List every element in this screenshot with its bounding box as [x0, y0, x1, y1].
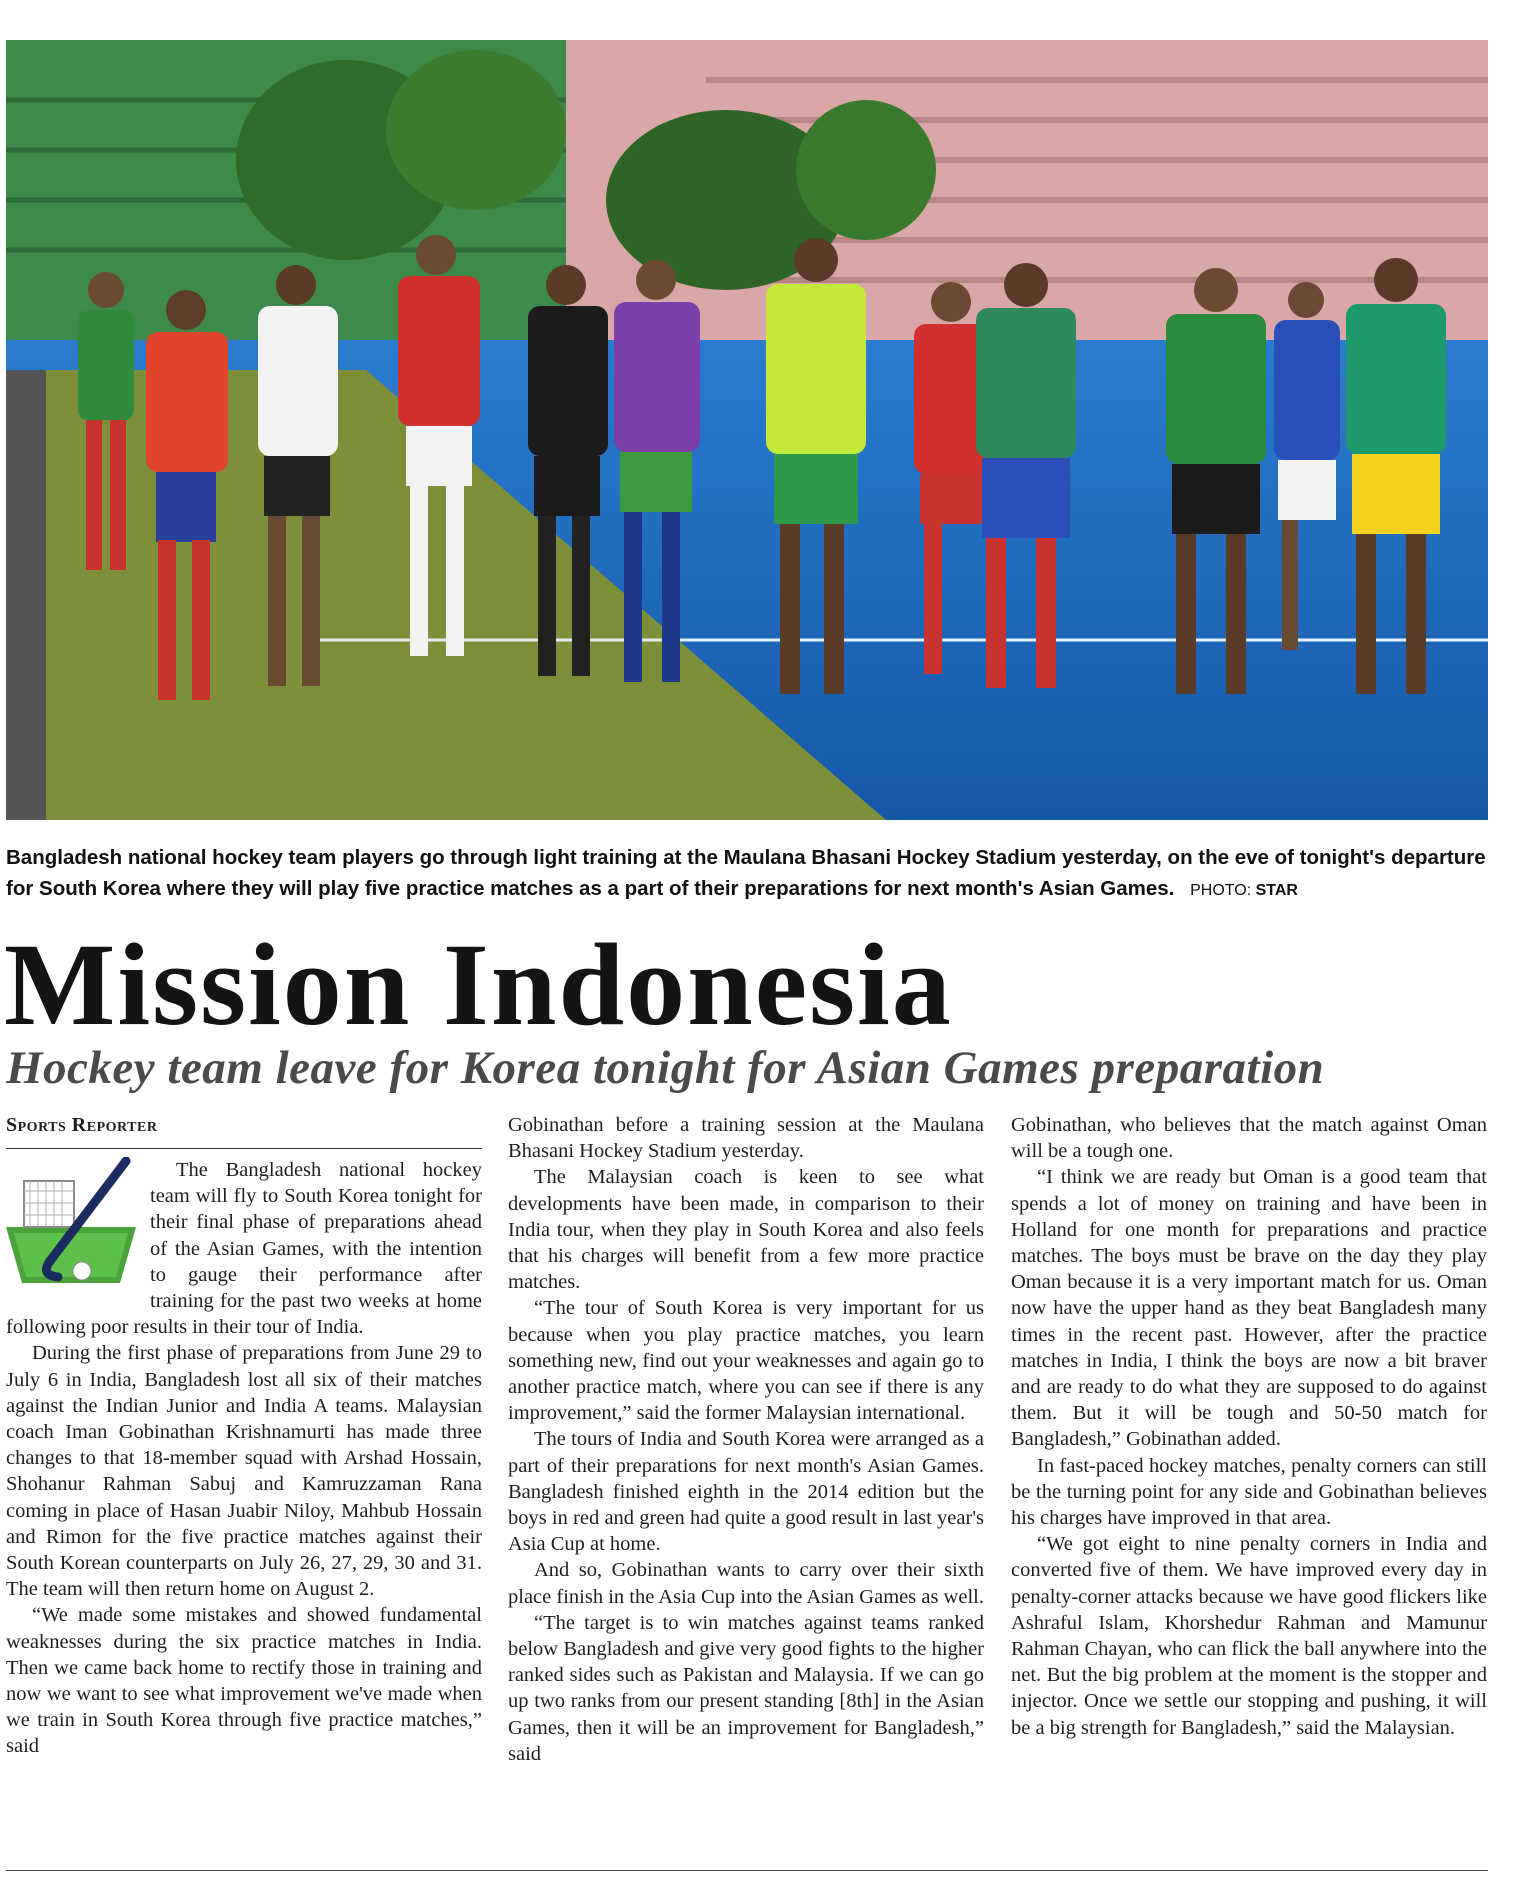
paragraph: “I think we are ready but Oman is a good team that spends a lot of money on training and have been in Holland for one month for preparations and practice matches. The boys must be brave on the day they play Oman because it is a very important match for us. Oman now have the upper hand as they beat Bangladesh many times in the recent past. However, after the practice matches in India, I think the boys are now a bit braver and are ready to do what they are supposed to do against them. But it will be tough and 50-50 match for Bangladesh,” Gobinathan added.	[1011, 1166, 1487, 1451]
paragraph: The Malaysian coach is keen to see what developments have been made, in comparison to their India tour, when they play in South Korea and also feels that his charges will benefit from a few more practice matches.	[508, 1166, 984, 1294]
paragraph: And so, Gobinathan wants to carry over their sixth place finish in the Asia Cup into the Asian Games as well.	[508, 1559, 984, 1608]
photo-caption	[6, 842, 1486, 906]
subheadline: Hockey team leave for Korea tonight for Asian Games preparation	[6, 1042, 1325, 1094]
paragraph: The Bangladesh national hockey team will fly to South Korea tonight for their final phase of preparations ahead of the Asian Games, with the intention to gauge their performance after training for the past two weeks at home following poor results in their tour of India.	[6, 1159, 482, 1339]
byline: Sports Reporter	[6, 1114, 158, 1136]
credit-source: STAR	[1255, 882, 1298, 899]
paragraph: During the first phase of preparations from June 29 to July 6 in India, Bangladesh lost all six of their matches against the Indian Junior and India A teams. Malaysian coach Iman Gobinathan Krishnamurti has made three changes to that 18-member squad with Arshad Hossain, Shohanur Rahman Sabuj and Kamruzzaman Rana coming in place of Hasan Juabir Niloy, Mahbub Hossain and Rimon for the five practice matches against their South Korean counterparts on July 26, 27, 29, 30 and 31. The team will then return home on August 2.	[6, 1342, 482, 1601]
paragraph: “The target is to win matches against teams ranked below Bangladesh and give very good fights to the higher ranked sides such as Pakistan and Malaysia. If we can go up two ranks from our present standing [8th] in the Asian Games, then it will be an improvement for Bangladesh,” said	[508, 1611, 984, 1765]
paragraph: The tours of India and South Korea were arranged as a part of their preparations for next month's Asian Games. Bangladesh finished eighth in the 2014 edition but the boys in red and green had quite a good result in last year's Asia Cup at home.	[508, 1428, 984, 1556]
photo-credit	[1190, 882, 1298, 899]
training-scene	[6, 40, 1488, 820]
paragraph: “We made some mistakes and showed fundamental weaknesses during the six practice matches in India. Then we came back home to rectify those in training and now we want to see what improvement we've made when we train in South Korea through five practice matches,” said	[6, 1604, 482, 1758]
article-column-2	[508, 1112, 984, 1767]
paragraph: “We got eight to nine penalty corners in India and converted five of them. We have improved every day in penalty-corner attacks because we have good flickers like Ashraful Islam, Khorshedur Rahman and Mamunur Rahman Chayan, who can flick the ball anywhere into the net. But the big problem at the moment is the stopper and injector. Once we settle our stopping and pushing, it will be a big strength for Bangladesh,” said the Malaysian.	[1011, 1533, 1487, 1739]
paragraph-continued: Gobinathan before a training session at the Maulana Bhasani Hockey Stadium yesterday.	[508, 1114, 984, 1163]
team-photo	[6, 40, 1488, 820]
paragraph: In fast-paced hockey matches, penalty corners can still be the turning point for any side and Gobinathan believes his charges have improved in that area.	[1011, 1454, 1487, 1530]
credit-label: PHOTO:	[1190, 882, 1252, 899]
caption-text: Bangladesh national hockey team players go through light training at the Maulana Bhasani Hockey Stadium yesterday, on the eve of tonight's departure for South Korea where they will play five practice matches as a part of their preparations for next month's Asian Games.	[6, 846, 1486, 900]
byline-divider	[6, 1148, 482, 1149]
article-column-3	[1011, 1112, 1487, 1741]
article-column-1	[6, 1112, 482, 1760]
headline: Mission Indonesia	[4, 919, 953, 1050]
paragraph-continued: Gobinathan, who believes that the match against Oman will be a tough one.	[1011, 1114, 1487, 1163]
paragraph: “The tour of South Korea is very important for us because when you play practice matches, you learn something new, find out your weaknesses and again go to another practice match, where you can see if there is any improvement,” said the former Malaysian international.	[508, 1297, 984, 1425]
hockey-stick-icon	[0, 1157, 142, 1291]
bottom-divider	[6, 1870, 1488, 1871]
